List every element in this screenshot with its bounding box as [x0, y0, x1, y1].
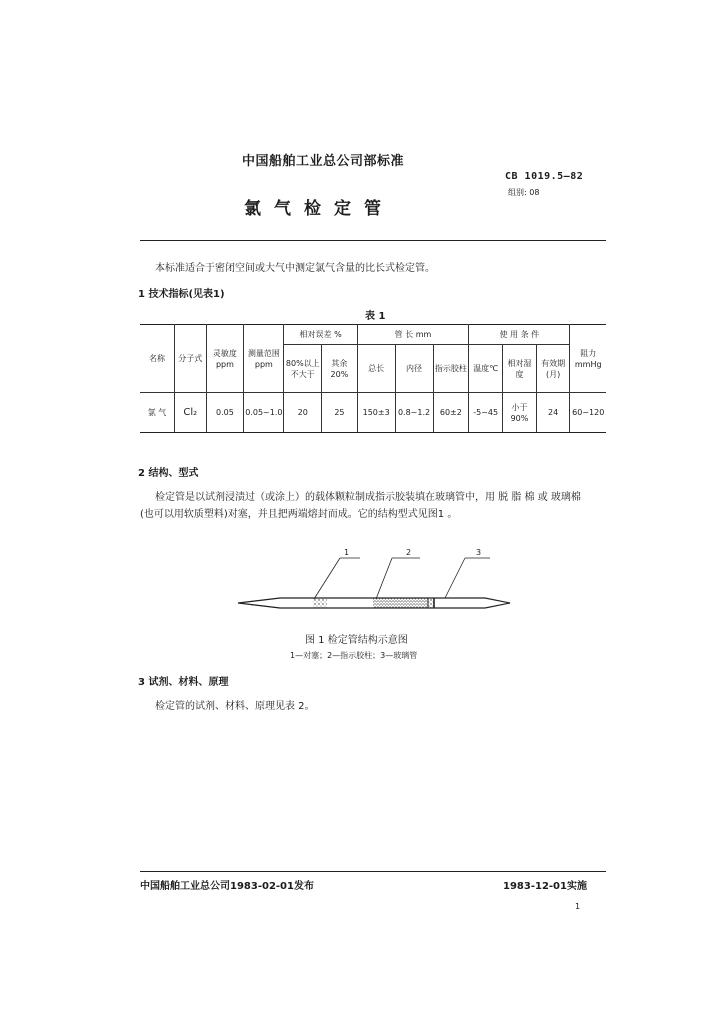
classification-group: 组别: 08 — [508, 188, 540, 197]
cell-error-80: 20 — [284, 393, 322, 433]
figure-1-legend: 1—对塞；2—指示胶柱；3—玻璃管 — [290, 651, 418, 660]
indicator-gel-column — [373, 599, 428, 608]
th-validity: 有效期(月) — [536, 345, 570, 393]
th-relative-error: 相对误差 % — [284, 325, 357, 345]
cell-range: 0.05~1.0 — [244, 393, 284, 433]
cell-formula: Cl₂ — [174, 393, 206, 433]
intro-paragraph: 本标准适合于密闭空间或大气中测定氯气含量的比长式检定管。 — [155, 263, 435, 274]
th-inner-diameter: 内径 — [395, 345, 433, 393]
plug-right — [428, 599, 434, 608]
th-sensitivity: 灵敏度ppm — [206, 325, 244, 393]
page-number: 1 — [575, 902, 581, 911]
figure-label-3: 3 — [476, 548, 482, 557]
document-title: 氯气检定管 — [244, 199, 394, 219]
cell-humidity: 小于90% — [503, 393, 537, 433]
th-formula: 分子式 — [174, 325, 206, 393]
footer-rule — [140, 871, 606, 872]
figure-label-1: 1 — [344, 548, 350, 557]
plug-left — [313, 599, 327, 608]
th-conditions: 使 用 条 件 — [469, 325, 570, 345]
table-1-caption: 表 1 — [365, 311, 386, 322]
header-rule — [140, 240, 606, 241]
th-range: 测量范围ppm — [244, 325, 284, 393]
th-indicator: 指示胶柱 — [433, 345, 469, 393]
figure-1-caption: 图 1 检定管结构示意图 — [305, 635, 408, 646]
cell-total-length: 150±3 — [357, 393, 395, 433]
cell-temperature: -5~45 — [469, 393, 503, 433]
section-2-heading: 2 结构、型式 — [138, 468, 199, 479]
cell-inner-diameter: 0.8~1.2 — [395, 393, 433, 433]
cell-name: 氯 气 — [140, 393, 174, 433]
th-error-80: 80%以上不大于 — [284, 345, 322, 393]
section-2-text-line-2: (也可以用软质塑料)对塞，并且把两端熔封而成。它的结构型式见图1 。 — [140, 509, 458, 520]
cell-sensitivity: 0.05 — [206, 393, 244, 433]
section-1-heading: 1 技术指标(见表1) — [138, 289, 225, 300]
issue-date: 中国船舶工业总公司1983-02-01发布 — [140, 881, 314, 892]
section-2-text-line-1: 检定管是以试剂浸渍过（或涂上）的载体颗粒制成指示胶装填在玻璃管中，用 脱 脂 棉 或 玻璃棉 — [155, 492, 581, 503]
figure-1-tube-diagram — [230, 543, 520, 623]
cell-validity: 24 — [536, 393, 570, 433]
standard-code: CB 1019.5—82 — [505, 171, 584, 182]
figure-label-2: 2 — [406, 548, 412, 557]
th-total-length: 总长 — [357, 345, 395, 393]
th-error-20: 其余20% — [322, 345, 358, 393]
th-humidity: 相对湿度 — [503, 345, 537, 393]
th-temperature: 温度℃ — [469, 345, 503, 393]
th-tube-length: 管 长 mm — [357, 325, 469, 345]
cell-error-20: 25 — [322, 393, 358, 433]
th-resistance: 阻力mmHg — [570, 325, 606, 393]
th-name: 名称 — [140, 325, 174, 393]
effective-date: 1983-12-01实施 — [503, 881, 587, 892]
issuing-organization: 中国船舶工业总公司部标准 — [242, 154, 405, 169]
section-3-heading: 3 试剂、材料、原理 — [138, 677, 229, 688]
table-1 — [140, 324, 606, 433]
section-3-text: 检定管的试剂、材料、原理见表 2。 — [155, 701, 315, 712]
cell-resistance: 60~120 — [570, 393, 606, 433]
cell-indicator: 60±2 — [433, 393, 469, 433]
